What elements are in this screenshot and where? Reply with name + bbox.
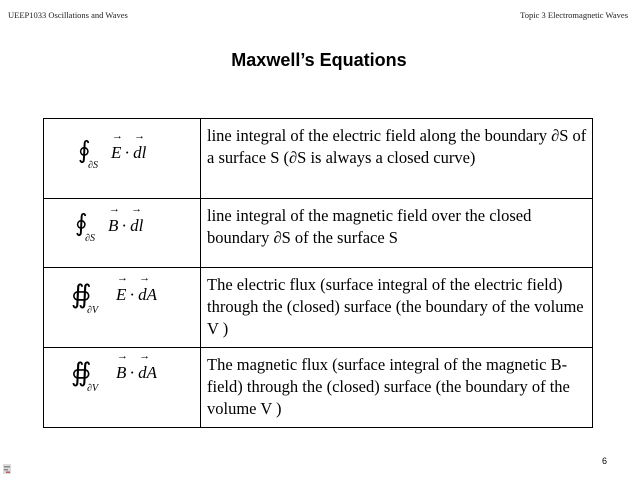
field-vector: → B [108, 216, 118, 236]
page-title: Maxwell’s Equations [231, 50, 407, 70]
header-course: UEEP1033 Oscillations and Waves [8, 10, 128, 20]
element-vector: → dA [138, 363, 157, 383]
table-row [44, 268, 593, 348]
description-cell: The electric flux (surface integral of the electric field) through the (closed) surface (the boundary of the volume V ) [201, 268, 593, 348]
table-row [44, 199, 593, 268]
integral-subscript: ∂V [87, 383, 99, 394]
element-vector: → dl [133, 143, 146, 163]
integral-subscript: ∂S [88, 160, 98, 171]
page-number: 6 [601, 456, 607, 466]
equation-cell: ∯ ∂V → E ·→ dA [44, 268, 201, 348]
integral-symbol: ∮ [78, 138, 91, 164]
integral-subscript: ∂S [85, 233, 95, 244]
equation-cell: ∮ ∂S → B ·→ dl [44, 199, 201, 268]
description-cell: line integral of the electric field along the boundary ∂S of a surface S (∂S is always a closed curve) [201, 119, 593, 199]
field-vector: → E [111, 143, 121, 163]
description-cell: line integral of the magnetic field over the closed boundary ∂S of the surface S [201, 199, 593, 268]
equation-cell: ∮ ∂S → E ·→ dl [44, 119, 201, 199]
description-cell: The magnetic flux (surface integral of the magnetic B-field) through the (closed) surface (the boundary of the volume V ) [201, 348, 593, 428]
integral-symbol: ∯ [71, 358, 92, 387]
field-vector: → E [116, 285, 126, 305]
element-vector: → dl [130, 216, 143, 236]
header-topic: Topic 3 Electromagnetic Waves [520, 10, 628, 20]
slide-icon [3, 464, 11, 474]
table-row [44, 348, 593, 428]
integral-subscript: ∂V [87, 305, 99, 316]
integral-symbol: ∮ [75, 211, 88, 237]
equation-cell: ∯ ∂V → B ·→ dA [44, 348, 201, 428]
maxwell-table [43, 118, 593, 428]
table-row [44, 119, 593, 199]
field-vector: → B [116, 363, 126, 383]
element-vector: → dA [138, 285, 157, 305]
integral-symbol: ∯ [71, 280, 92, 309]
